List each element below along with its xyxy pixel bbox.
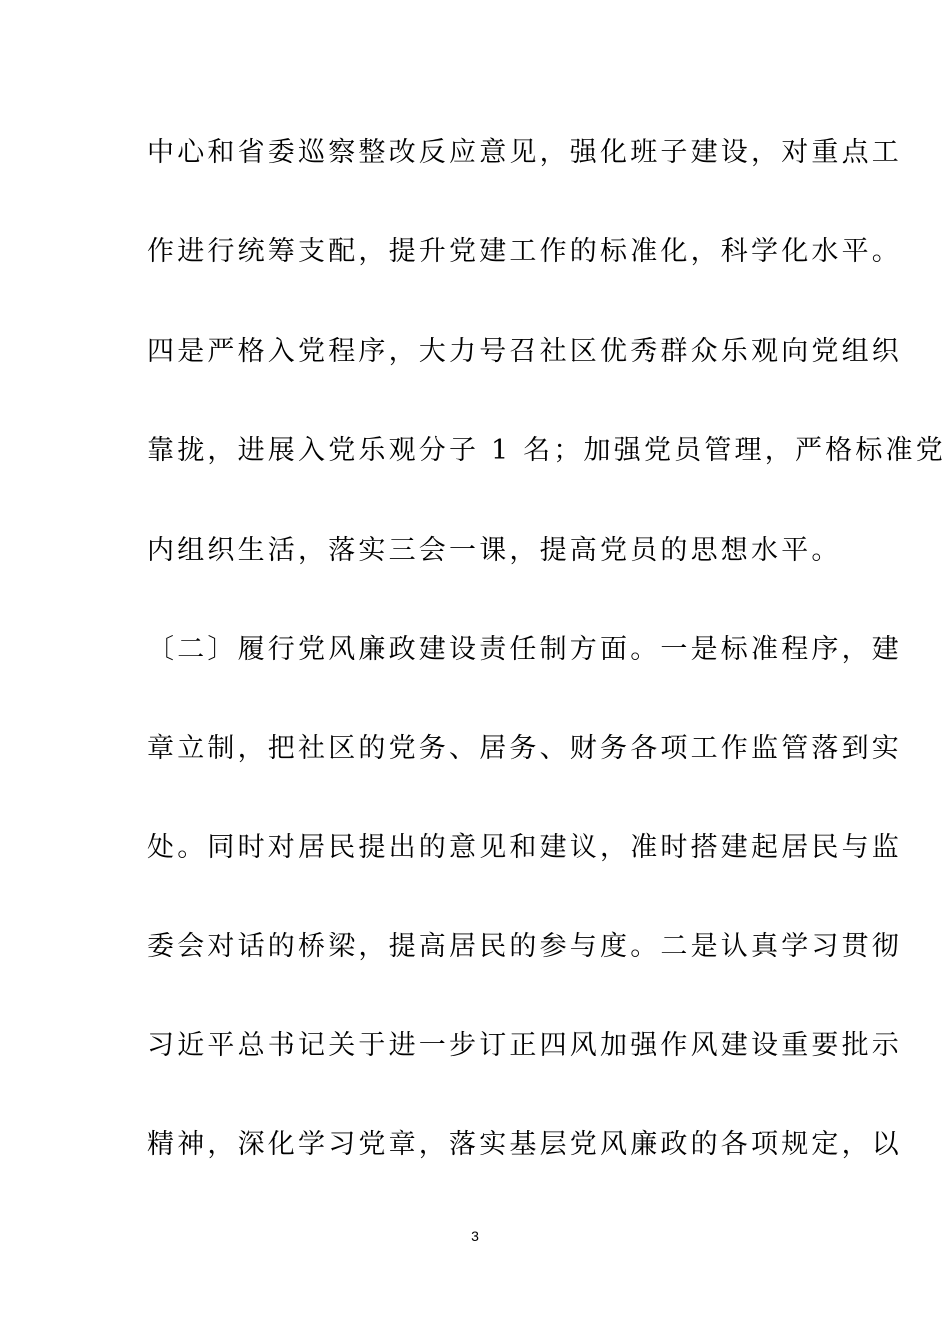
text-line-4: 靠拢，进展入党乐观分子 1 名；加强党员管理，严格标准党 [147,435,946,466]
text-line-7: 章立制，把社区的党务、居务、财务各项工作监管落到实 [147,733,902,764]
text-line-6: 〔二〕履行党风廉政建设责任制方面。一是标准程序，建 [147,634,902,665]
text-line-9: 委会对话的桥梁，提高居民的参与度。二是认真学习贯彻 [147,931,902,962]
text-line-2: 作进行统筹支配，提升党建工作的标准化，科学化水平。 [147,236,902,267]
text-line-11: 精神，深化学习党章，落实基层党风廉政的各项规定，以 [147,1129,902,1160]
text-line-10: 习近平总书记关于进一步订正四风加强作风建设重要批示 [147,1030,902,1061]
text-line-1: 中心和省委巡察整改反应意见，强化班子建设，对重点工 [147,137,902,168]
text-line-8: 处。同时对居民提出的意见和建议，准时搭建起居民与监 [147,832,902,863]
page-number: 3 [471,1228,479,1244]
text-line-5: 内组织生活，落实三会一课，提高党员的思想水平。 [147,535,842,566]
text-line-3: 四是严格入党程序，大力号召社区优秀群众乐观向党组织 [147,336,902,367]
